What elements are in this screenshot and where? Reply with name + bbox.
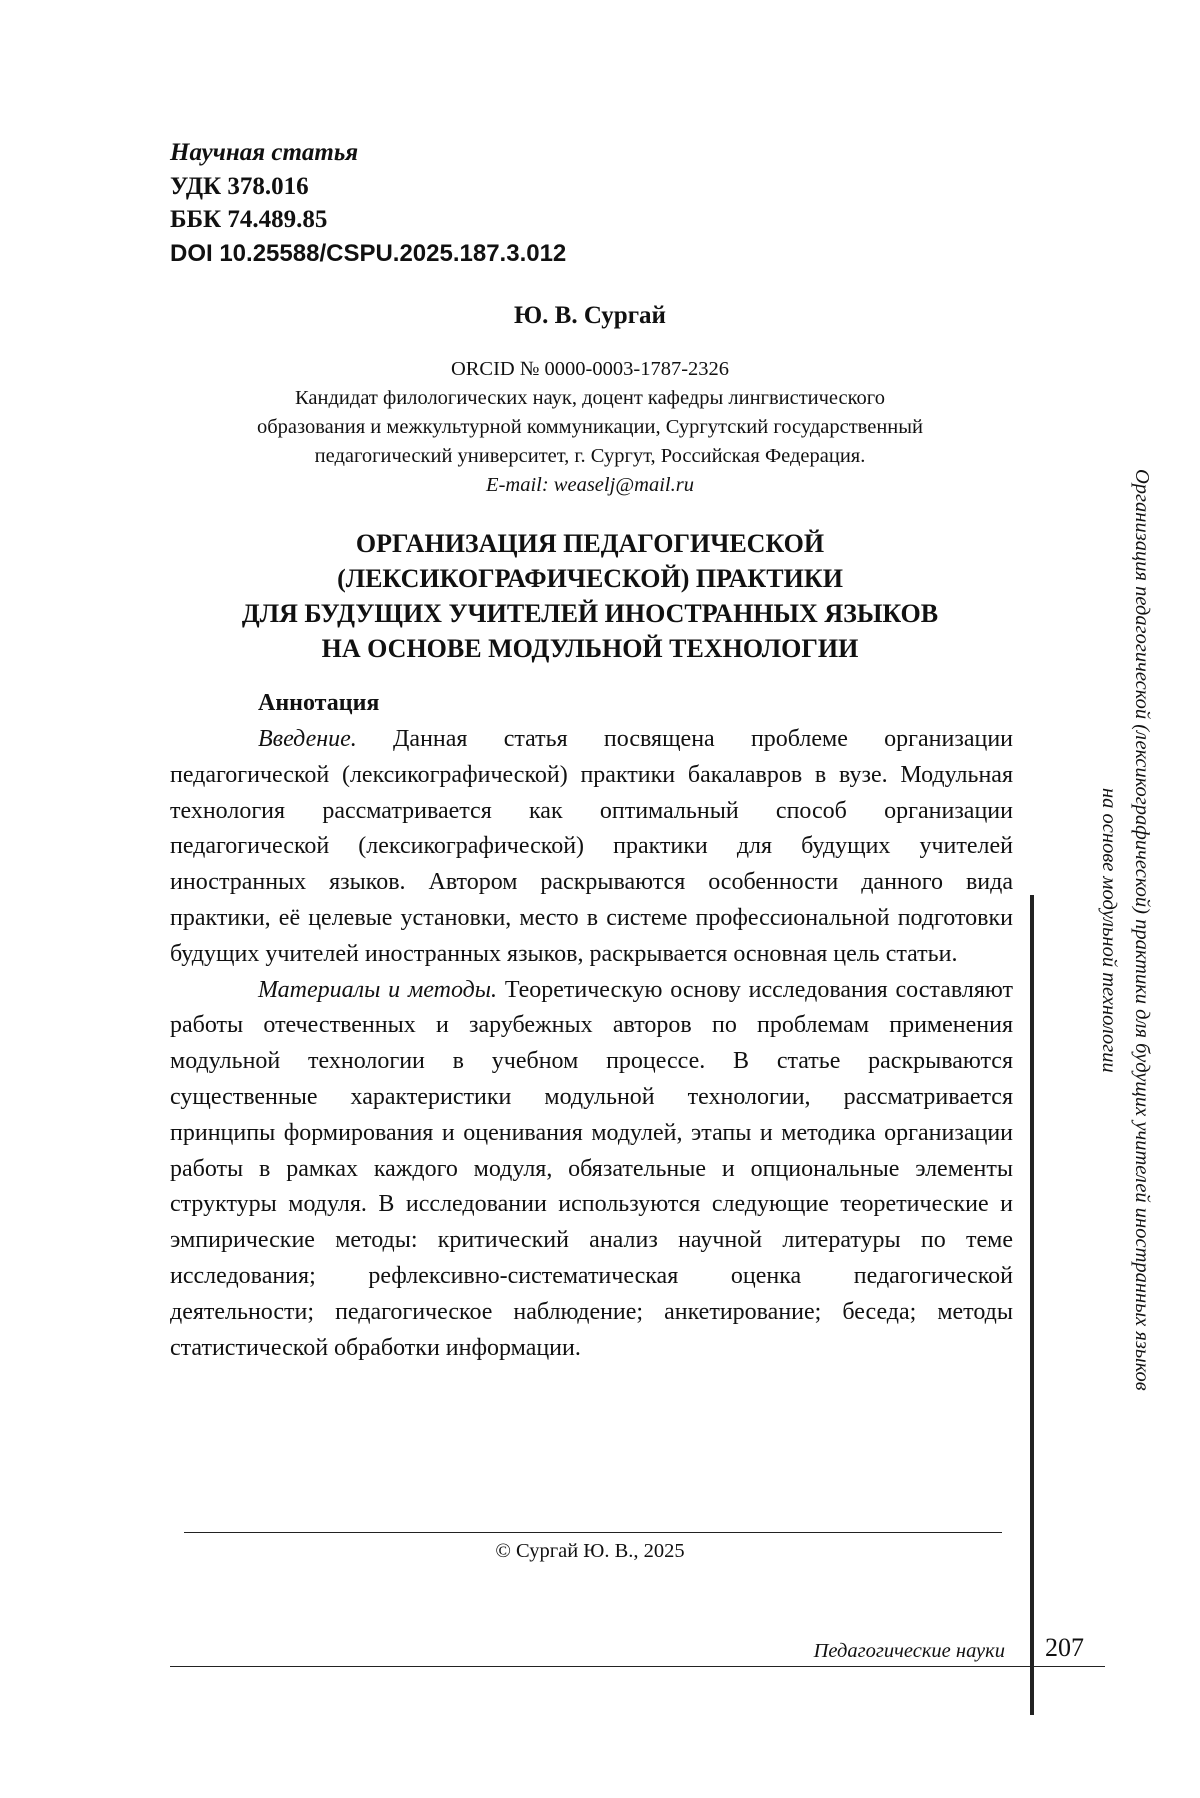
orcid[interactable]: ORCID № 0000-0003-1787-2326 bbox=[450, 358, 730, 380]
abstract-methods-paragraph bbox=[170, 973, 1013, 1367]
intro-text: Данная статья посвящена проблеме организации педагогической (лексикографической) практики бакалавров в вузе. Модульная технология рассматривается как оптимальный способ организации педагогической (лексикографической) практики для будущих учителей иностранных языков. Автором раскрываются особенности данного вида практики, её целевые установки, место в системе профессиональной подготовки будущих учителей иностранных языков, раскрывается основная цель статьи. bbox=[170, 726, 1013, 967]
margin-bar bbox=[1030, 895, 1034, 1715]
author-affiliation bbox=[170, 355, 1010, 500]
bbk-code: ББК 74.489.85 bbox=[170, 206, 328, 233]
copyright-notice: © Сургай Ю. В., 2025 bbox=[495, 1540, 685, 1562]
methods-label: Материалы и методы. bbox=[258, 976, 498, 1003]
page-number: 207 bbox=[1045, 1633, 1084, 1662]
affiliation-line: Кандидат филологических наук, доцент кафедры лингвистического bbox=[295, 387, 885, 409]
article-title bbox=[170, 526, 1010, 666]
affiliation-line: педагогический университет, г. Сургут, Российская Федерация. bbox=[314, 445, 866, 467]
abstract-heading: Аннотация bbox=[258, 690, 380, 716]
journal-section: Педагогические науки bbox=[813, 1640, 1005, 1662]
footer-divider bbox=[170, 1666, 1105, 1667]
author-email[interactable]: E-mail: weaselj@mail.ru bbox=[486, 474, 694, 496]
udk-code: УДК 378.016 bbox=[170, 172, 309, 200]
intro-label: Введение. bbox=[258, 726, 357, 752]
running-title-line: на основе модульной технологии bbox=[1098, 787, 1120, 1073]
abstract-body bbox=[170, 722, 1013, 1366]
title-line: ОРГАНИЗАЦИЯ ПЕДАГОГИЧЕСКОЙ bbox=[355, 529, 825, 558]
title-line: (ЛЕКСИКОГРАФИЧЕСКОЙ) ПРАКТИКИ bbox=[337, 564, 843, 593]
doi[interactable]: DOI 10.25588/CSPU.2025.187.3.012 bbox=[170, 239, 567, 267]
affiliation-line: образования и межкультурной коммуникации, Сургутский государственный bbox=[256, 416, 924, 438]
article-metadata bbox=[170, 136, 566, 270]
title-line: ДЛЯ БУДУЩИХ УЧИТЕЛЕЙ ИНОСТРАННЫХ ЯЗЫКОВ bbox=[241, 599, 939, 628]
running-title-line: Организация педагогической (лексикографической) практики для будущих учителей иностранных языков bbox=[1131, 469, 1153, 1391]
running-title bbox=[1092, 370, 1158, 1490]
footnote-divider bbox=[184, 1532, 1002, 1533]
author-name: Ю. В. Сургай bbox=[514, 302, 666, 329]
abstract-intro-paragraph bbox=[170, 722, 1013, 973]
methods-text: Теоретическую основу исследования составляют работы отечественных и зарубежных авторов по проблемам применения модульной технологии в учебном процессе. В статье раскрываются существенные характеристики модульной технологии, рассматривается принципы формирования и оценивания модулей, этапы и методика организации работы в рамках каждого модуля, обязательные и опциональные элементы структуры модуля. В исследовании используются следующие теоретические и эмпирические методы: критический анализ научной литературы по теме исследования; рефлексивно-систематическая оценка педагогической деятельности; педагогическое наблюдение; анкетирование; беседа; методы статистической обработки информации. bbox=[170, 976, 1013, 1361]
title-line: НА ОСНОВЕ МОДУЛЬНОЙ ТЕХНОЛОГИИ bbox=[321, 634, 859, 663]
article-type: Научная статья bbox=[170, 139, 359, 166]
